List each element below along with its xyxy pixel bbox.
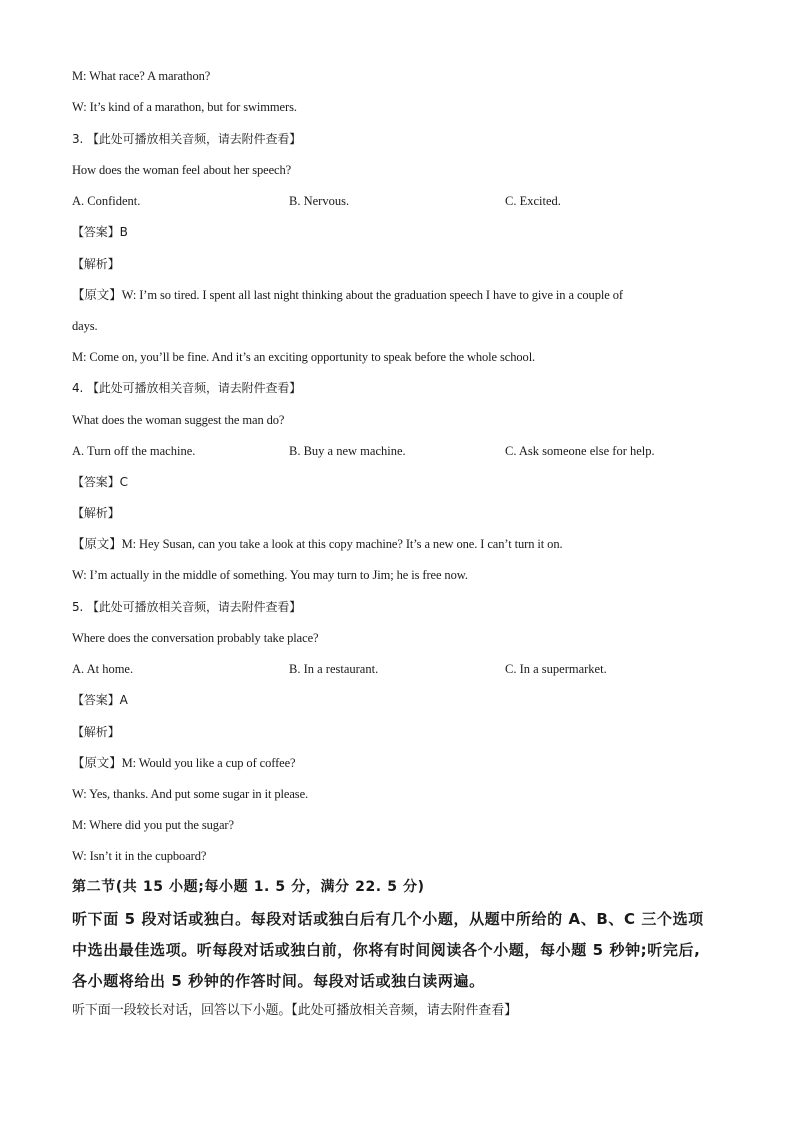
question-5-header: 5. 【此处可播放相关音频，请去附件查看】: [72, 600, 302, 614]
option-a: A. At home.: [72, 662, 134, 676]
question-3-text: How does the woman feel about her speech?: [72, 163, 292, 177]
option-c: C. Ask someone else for help.: [505, 444, 655, 458]
question-3-transcript: 【原文】W: I’m so tired. I spent all last night thinking about the graduation speech I have to give in a couple of: [72, 288, 623, 302]
dialogue-line: W: It’s kind of a marathon, but for swimmers.: [72, 100, 297, 114]
question-5-options: [72, 661, 752, 677]
option-c: C. Excited.: [505, 194, 561, 208]
question-5-analysis: 【解析】: [72, 725, 120, 739]
section-2-instructions: 中选出最佳选项。听每段对话或独白前，你将有时间阅读各个小题，每小题 5 秒钟;听完后,: [72, 941, 701, 959]
option-b: B. In a restaurant.: [289, 662, 379, 676]
question-5-transcript: M: Where did you put the sugar?: [72, 818, 234, 832]
question-3-transcript: days.: [72, 319, 98, 333]
question-3-header: 3. 【此处可播放相关音频，请去附件查看】: [72, 132, 302, 146]
question-5-text: Where does the conversation probably take place?: [72, 631, 319, 645]
section-2-instructions: 听下面 5 段对话或独白。每段对话或独白后有几个小题，从题中所给的 A、B、C 三个选项: [72, 910, 704, 928]
question-5-answer: 【答案】A: [72, 693, 128, 707]
question-3-analysis: 【解析】: [72, 257, 120, 271]
question-4-header: 4. 【此处可播放相关音频，请去附件查看】: [72, 381, 302, 395]
question-3-answer: 【答案】B: [72, 225, 128, 239]
question-4-transcript: W: I’m actually in the middle of something. You may turn to Jim; he is free now.: [72, 568, 468, 582]
question-4-options: [72, 443, 752, 459]
question-5-transcript: 【原文】M: Would you like a cup of coffee?: [72, 756, 296, 770]
option-b: B. Buy a new machine.: [289, 444, 406, 458]
question-4-analysis: 【解析】: [72, 506, 120, 520]
question-5-transcript: W: Isn’t it in the cupboard?: [72, 849, 207, 863]
question-3-transcript: M: Come on, you’ll be fine. And it’s an exciting opportunity to speak before the whole school.: [72, 350, 536, 364]
section-2-note: 听下面一段较长对话，回答以下小题。【此处可播放相关音频，请去附件查看】: [72, 1003, 518, 1018]
question-4-answer: 【答案】C: [72, 475, 128, 489]
section-2-title: 第二节(共 15 小题;每小题 1. 5 分，满分 22. 5 分): [72, 879, 425, 895]
question-4-text: What does the woman suggest the man do?: [72, 413, 285, 427]
option-a: A. Turn off the machine.: [72, 444, 196, 458]
option-b: B. Nervous.: [289, 194, 350, 208]
question-4-transcript: 【原文】M: Hey Susan, can you take a look at this copy machine? It’s a new one. I can’t turn it on.: [72, 537, 563, 551]
question-3-options: [72, 193, 752, 209]
question-5-transcript: W: Yes, thanks. And put some sugar in it please.: [72, 787, 309, 801]
option-c: C. In a supermarket.: [505, 662, 607, 676]
section-2-instructions: 各小题将给出 5 秒钟的作答时间。每段对话或独白读两遍。: [72, 972, 485, 990]
option-a: A. Confident.: [72, 194, 141, 208]
dialogue-line: M: What race? A marathon?: [72, 69, 211, 83]
